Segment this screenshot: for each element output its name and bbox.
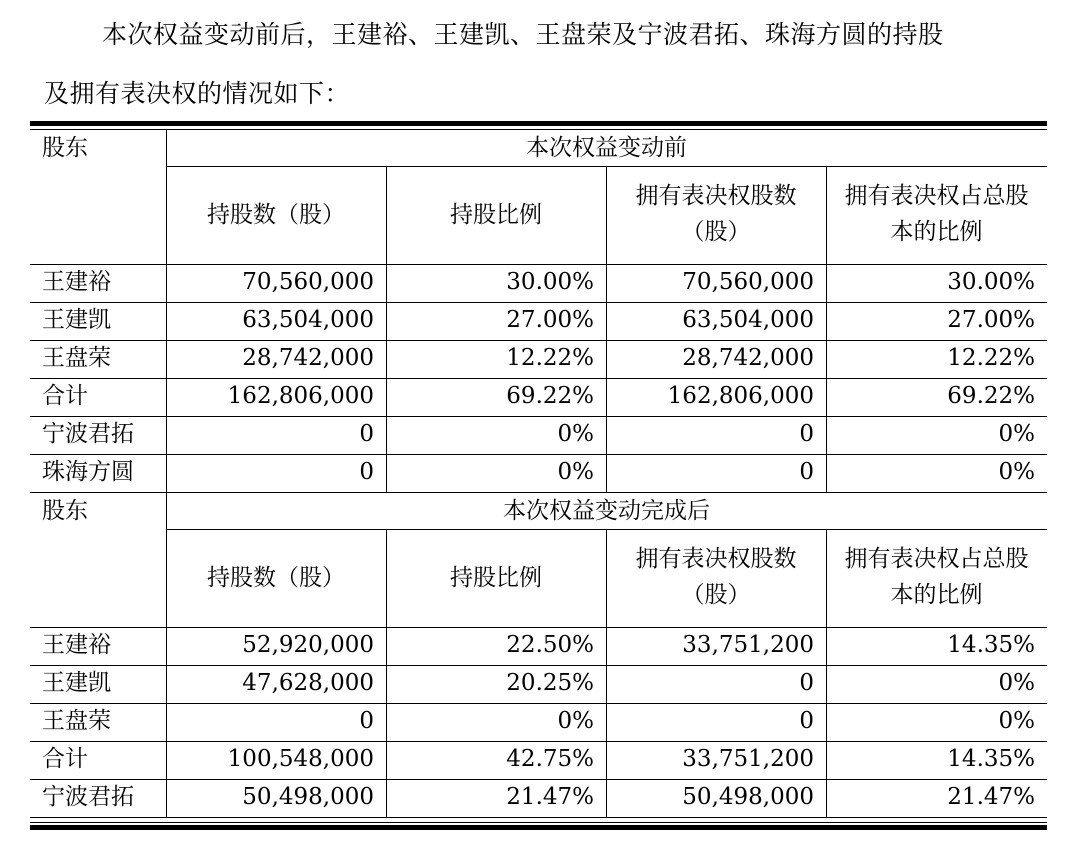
row-shareholder-name: 合计	[42, 383, 88, 409]
row-vote-ratio: 30.00%	[947, 269, 1035, 295]
row-vote-ratio: 0%	[998, 421, 1035, 447]
table-column-divider	[826, 378, 827, 416]
table-column-divider	[386, 166, 387, 264]
row-shares: 162,806,000	[227, 383, 374, 409]
row-ratio: 69.22%	[506, 383, 594, 409]
col-header-shares: 持股数（股）	[207, 565, 345, 591]
col-header-vote-ratio: 拥有表决权占总股本的比例	[844, 183, 1029, 245]
row-rule	[30, 416, 1047, 417]
row-shareholder-name: 合计	[42, 746, 88, 772]
col-header-vote-ratio: 拥有表决权占总股本的比例	[844, 546, 1029, 608]
table-column-divider	[606, 340, 607, 378]
table-bottom-rule	[30, 822, 1047, 823]
table-column-divider	[166, 340, 167, 378]
row-ratio: 42.75%	[506, 746, 594, 772]
col-header-vote-shares: 拥有表决权股数（股）	[635, 546, 797, 608]
table-column-divider	[386, 416, 387, 454]
table-column-divider	[166, 378, 167, 416]
table-column-divider	[166, 703, 167, 741]
row-vote-shares: 33,751,200	[682, 746, 814, 772]
table-column-divider	[826, 703, 827, 741]
row-ratio: 20.25%	[506, 670, 594, 696]
row-shareholder-name: 王建裕	[42, 269, 111, 295]
table-column-divider	[826, 454, 827, 492]
row-vote-ratio: 14.35%	[947, 632, 1035, 658]
row-shares: 47,628,000	[242, 670, 374, 696]
table-column-divider	[386, 340, 387, 378]
table-column-divider	[166, 416, 167, 454]
row-vote-ratio: 0%	[998, 670, 1035, 696]
table-column-divider	[386, 627, 387, 665]
table-column-divider	[826, 529, 827, 627]
table-bottom-border	[30, 825, 1047, 830]
row-shareholder-name: 王建凯	[42, 307, 111, 333]
table-column-divider	[166, 492, 167, 529]
intro-line-1: 本次权益变动前后，王建裕、王建凯、王盘荣及宁波君拓、珠海方圆的持股	[102, 20, 944, 49]
table-column-divider	[606, 378, 607, 416]
row-ratio: 0%	[557, 459, 594, 485]
col-header-ratio: 持股比例	[450, 202, 542, 228]
row-shares: 50,498,000	[242, 784, 374, 810]
table-column-divider	[386, 703, 387, 741]
row-ratio: 0%	[557, 708, 594, 734]
row-shareholder-name: 宁波君拓	[42, 421, 134, 447]
row-vote-ratio: 27.00%	[947, 307, 1035, 333]
row-shares: 28,742,000	[242, 345, 374, 371]
row-vote-shares: 0	[799, 459, 814, 485]
table-column-divider	[386, 665, 387, 703]
row-shares: 63,504,000	[242, 307, 374, 333]
table-top-border	[30, 121, 1047, 126]
section-title: 本次权益变动前	[526, 135, 687, 161]
table-column-divider	[826, 665, 827, 703]
table-column-divider	[606, 779, 607, 817]
table-column-divider	[826, 340, 827, 378]
row-rule	[30, 454, 1047, 455]
table-column-divider	[166, 129, 167, 166]
table-column-divider	[386, 264, 387, 302]
table-column-divider	[826, 779, 827, 817]
table-column-divider	[166, 665, 167, 703]
row-vote-shares: 0	[799, 421, 814, 447]
table-column-divider	[166, 166, 167, 264]
table-column-divider	[606, 454, 607, 492]
row-vote-shares: 0	[799, 708, 814, 734]
row-ratio: 0%	[557, 421, 594, 447]
row-vote-shares: 70,560,000	[682, 269, 814, 295]
row-shareholder-name: 宁波君拓	[42, 784, 134, 810]
row-rule	[30, 340, 1047, 341]
table-column-divider	[606, 166, 607, 264]
intro-line-2: 及拥有表决权的情况如下：	[44, 79, 351, 108]
table-column-divider	[606, 665, 607, 703]
row-ratio: 21.47%	[506, 784, 594, 810]
table-top-rule	[30, 129, 1047, 130]
row-rule	[30, 703, 1047, 704]
row-rule	[30, 492, 1047, 493]
table-column-divider	[166, 302, 167, 340]
table-column-divider	[386, 378, 387, 416]
row-rule	[30, 741, 1047, 742]
row-shareholder-name: 王建裕	[42, 632, 111, 658]
row-shareholder-name: 王盘荣	[42, 708, 111, 734]
row-rule	[30, 665, 1047, 666]
row-shares: 0	[359, 708, 374, 734]
row-shares: 52,920,000	[242, 632, 374, 658]
table-column-divider	[166, 779, 167, 817]
column-header-rule	[30, 264, 1047, 265]
table-column-divider	[166, 454, 167, 492]
row-vote-shares: 162,806,000	[667, 383, 814, 409]
row-shareholder-name: 珠海方圆	[42, 459, 134, 485]
table-column-divider	[606, 703, 607, 741]
row-shares: 0	[359, 459, 374, 485]
row-vote-ratio: 14.35%	[947, 746, 1035, 772]
row-shares: 70,560,000	[242, 269, 374, 295]
table-column-divider	[606, 529, 607, 627]
row-vote-ratio: 12.22%	[947, 345, 1035, 371]
table-column-divider	[386, 454, 387, 492]
row-vote-shares: 0	[799, 670, 814, 696]
table-column-divider	[166, 529, 167, 627]
row-shareholder-name: 王建凯	[42, 670, 111, 696]
row-vote-shares: 33,751,200	[682, 632, 814, 658]
row-ratio: 30.00%	[506, 269, 594, 295]
row-rule	[30, 378, 1047, 379]
row-vote-shares: 63,504,000	[682, 307, 814, 333]
table-column-divider	[386, 302, 387, 340]
row-shares: 100,548,000	[227, 746, 374, 772]
row-vote-ratio: 69.22%	[947, 383, 1035, 409]
row-rule	[30, 779, 1047, 780]
column-header-rule	[30, 627, 1047, 628]
row-ratio: 12.22%	[506, 345, 594, 371]
table-column-divider	[606, 627, 607, 665]
table-column-divider	[826, 264, 827, 302]
row-rule	[30, 302, 1047, 303]
row-shares: 0	[359, 421, 374, 447]
col-header-ratio: 持股比例	[450, 565, 542, 591]
table-column-divider	[826, 627, 827, 665]
table-column-divider	[826, 166, 827, 264]
row-vote-ratio: 21.47%	[947, 784, 1035, 810]
row-vote-shares: 50,498,000	[682, 784, 814, 810]
table-column-divider	[606, 416, 607, 454]
col-header-vote-shares: 拥有表决权股数（股）	[635, 183, 797, 245]
row-ratio: 27.00%	[506, 307, 594, 333]
row-vote-ratio: 0%	[998, 708, 1035, 734]
table-column-divider	[606, 264, 607, 302]
row-vote-ratio: 0%	[998, 459, 1035, 485]
table-column-divider	[386, 741, 387, 779]
row-vote-shares: 28,742,000	[682, 345, 814, 371]
col-header-shares: 持股数（股）	[207, 202, 345, 228]
table-column-divider	[386, 529, 387, 627]
table-column-divider	[166, 264, 167, 302]
table-column-divider	[166, 741, 167, 779]
table-column-divider	[606, 741, 607, 779]
table-column-divider	[386, 779, 387, 817]
row-ratio: 22.50%	[506, 632, 594, 658]
row-shareholder-name: 王盘荣	[42, 345, 111, 371]
table-column-divider	[826, 741, 827, 779]
section-title: 本次权益变动完成后	[503, 498, 710, 524]
table-column-divider	[606, 302, 607, 340]
shareholder-header-label: 股东	[42, 498, 88, 524]
row-rule	[30, 817, 1047, 818]
table-column-divider	[826, 302, 827, 340]
table-column-divider	[166, 627, 167, 665]
shareholder-header-label: 股东	[42, 135, 88, 161]
table-column-divider	[826, 416, 827, 454]
